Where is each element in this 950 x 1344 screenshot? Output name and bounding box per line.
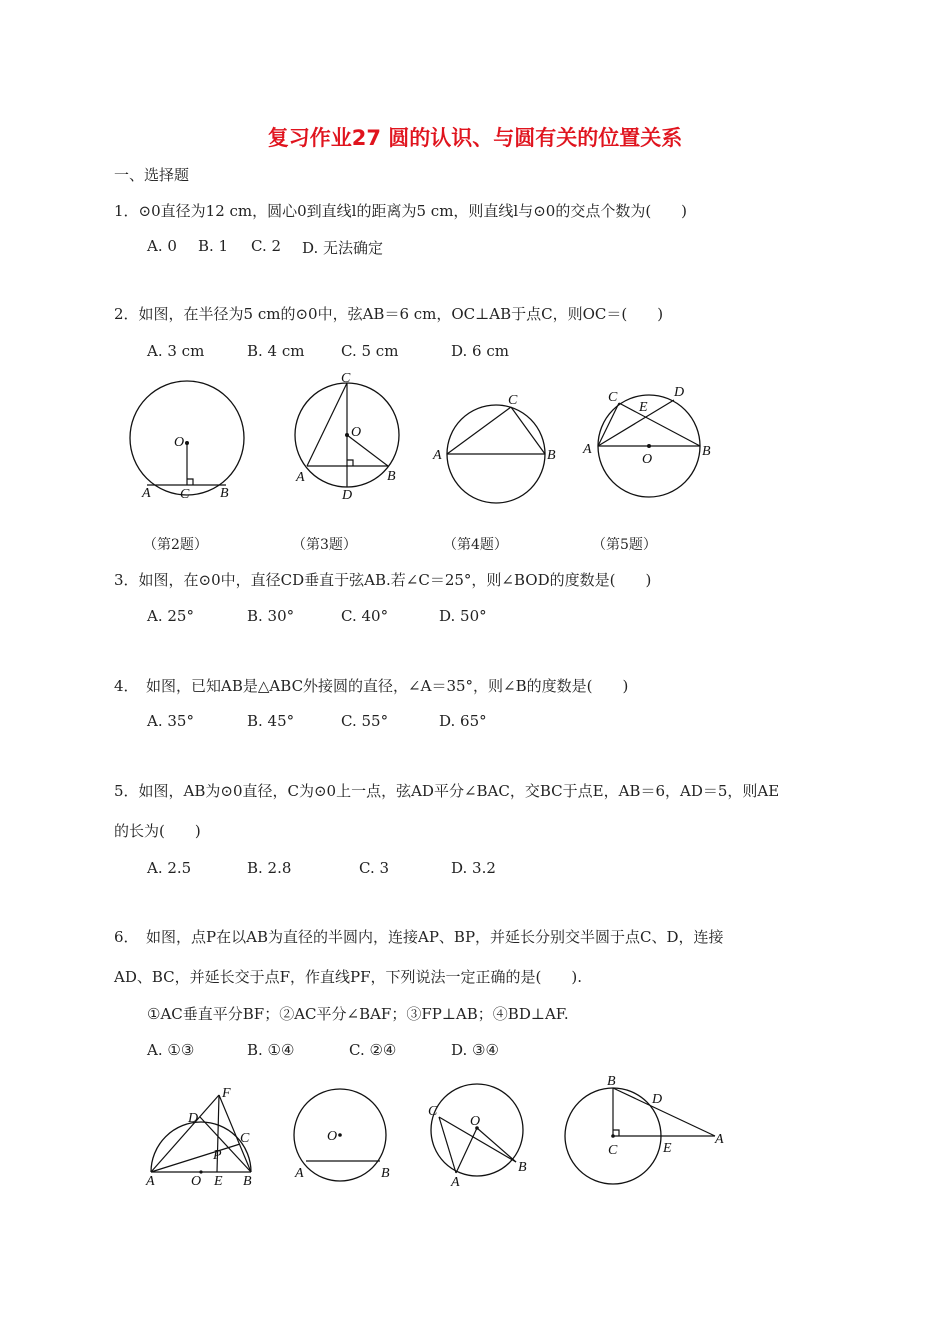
fig2-label-o: O (174, 435, 185, 450)
fig7-label-a: A (295, 1166, 304, 1181)
fig5-label-o: O (642, 452, 653, 467)
fig8-label-c: C (428, 1104, 438, 1119)
q4-option-d: D. 65° (439, 712, 487, 730)
figure-q4 (428, 388, 568, 503)
fig3-label-d: D (342, 488, 353, 503)
fig9-label-d: D (652, 1092, 663, 1107)
q4-option-c: C. 55° (341, 712, 389, 730)
fig2-label-b: B (220, 486, 229, 501)
q1-option-d: D. 无法确定 (302, 239, 384, 257)
figure-circle-angles (425, 1085, 540, 1195)
fig5-label-d: D (674, 385, 685, 400)
question-5-stem: 5．如图，AB为⊙0直径，C为⊙0上一点，弦AD平分∠BAC，交BC于点E，AB＝6，AD＝5，则AE (114, 782, 780, 800)
page-title: 复习作业27 圆的认识、与圆有关的位置关系 (267, 126, 683, 150)
fig6-label-o: O (191, 1174, 202, 1189)
q4-option-a: A. 35° (147, 712, 194, 730)
fig2-label-a: A (142, 486, 151, 501)
fig3-label-o: O (351, 425, 362, 440)
q6-option-a: A. ①③ (147, 1041, 195, 1059)
caption-fig3: （第3题） (292, 537, 357, 553)
fig6-label-p: P (213, 1148, 222, 1163)
q2-option-a: A. 3 cm (147, 342, 205, 360)
fig5-label-c: C (608, 390, 618, 405)
q6-option-d: D. ③④ (451, 1041, 499, 1059)
q3-option-c: C. 40° (341, 607, 389, 625)
question-1-stem: 1．⊙0直径为12 cm，圆心0到直线l的距离为5 cm，则直线l与⊙0的交点个数为( ) (114, 202, 688, 220)
fig7-label-o: O (327, 1129, 338, 1144)
fig8-label-a: A (451, 1175, 460, 1190)
q2-option-b: B. 4 cm (247, 342, 305, 360)
section-heading: 一、选择题 (114, 166, 190, 184)
fig7-label-b: B (381, 1166, 390, 1181)
q1-option-c: C. 2 (251, 237, 282, 255)
fig3-label-a: A (296, 470, 305, 485)
question-6-stem-line2: AD、BC，并延长交于点F，作直线PF，下列说法一定正确的是( ). (114, 968, 583, 986)
fig6-label-c: C (240, 1131, 250, 1146)
fig9-label-a: A (715, 1132, 724, 1147)
q5-option-a: A. 2.5 (147, 859, 192, 877)
question-6-statements: ①AC垂直平分BF；②AC平分∠BAF；③FP⊥AB；④BD⊥AF. (147, 1005, 569, 1023)
fig8-label-o: O (470, 1114, 481, 1129)
fig6-label-d: D (188, 1111, 199, 1126)
question-4-stem: 4． 如图，已知AB是△ABC外接圆的直径，∠A＝35°，则∠B的度数是( ) (114, 677, 629, 695)
q3-option-b: B. 30° (247, 607, 295, 625)
figure-circle-tangent (560, 1068, 735, 1198)
q1-option-a: A. 0 (147, 237, 177, 255)
fig4-label-b: B (547, 448, 556, 463)
caption-fig5: （第5题） (592, 537, 657, 553)
fig9-label-c: C (608, 1143, 618, 1158)
q1-option-b: B. 1 (198, 237, 229, 255)
figure-q5 (578, 383, 718, 503)
fig4-label-c: C (508, 393, 518, 408)
figure-q3 (285, 372, 415, 507)
question-3-stem: 3．如图，在⊙0中，直径CD垂直于弦AB.若∠C＝25°，则∠BOD的度数是( ) (114, 571, 652, 589)
fig6-label-f: F (222, 1086, 231, 1101)
q6-option-c: C. ②④ (349, 1041, 397, 1059)
q3-option-d: D. 50° (439, 607, 487, 625)
fig5-label-b: B (702, 444, 711, 459)
q5-option-c: C. 3 (359, 859, 390, 877)
q3-option-a: A. 25° (147, 607, 194, 625)
fig8-label-b: B (518, 1160, 527, 1175)
question-6-stem: 6． 如图，点P在以AB为直径的半圆内，连接AP、BP，并延长分别交半圆于点C、D，连接 (114, 928, 724, 946)
fig6-label-a: A (146, 1174, 155, 1189)
fig5-label-a: A (583, 442, 592, 457)
q5-option-d: D. 3.2 (451, 859, 496, 877)
caption-fig2: （第2题） (143, 537, 208, 553)
fig3-label-b: B (387, 469, 396, 484)
fig9-label-e: E (663, 1141, 672, 1156)
q5-option-b: B. 2.8 (247, 859, 292, 877)
q6-option-b: B. ①④ (247, 1041, 295, 1059)
fig6-label-e: E (214, 1174, 223, 1189)
q2-option-c: C. 5 cm (341, 342, 399, 360)
question-2-stem: 2．如图，在半径为5 cm的⊙0中，弦AB＝6 cm，OC⊥AB于点C，则OC＝( ) (114, 305, 664, 323)
question-5-stem-line2: 的长为( ) (114, 822, 201, 840)
figure-q2 (120, 380, 260, 510)
figure-circle-chord (285, 1090, 410, 1190)
q4-option-b: B. 45° (247, 712, 295, 730)
fig9-label-b: B (607, 1074, 616, 1089)
q2-option-d: D. 6 cm (451, 342, 509, 360)
figure-q6 (143, 1085, 268, 1190)
fig2-label-c: C (180, 487, 190, 502)
fig4-label-a: A (433, 448, 442, 463)
fig6-label-b: B (243, 1174, 252, 1189)
fig3-label-c: C (341, 371, 351, 386)
fig5-label-e: E (639, 400, 648, 415)
caption-fig4: （第4题） (443, 537, 508, 553)
